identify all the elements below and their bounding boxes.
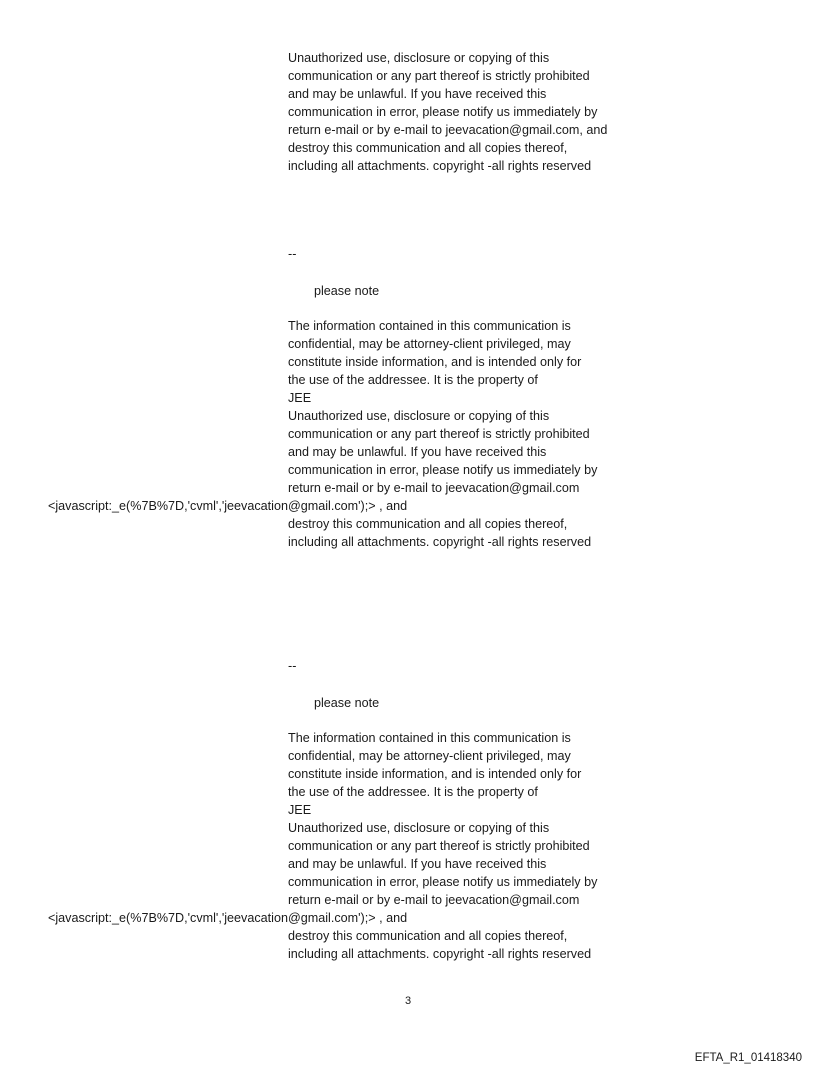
text-line: JEE	[288, 803, 312, 817]
text-line: Unauthorized use, disclosure or copying of this	[288, 821, 550, 835]
separator: --	[288, 247, 297, 261]
text-line: constitute inside information, and is intended only for	[288, 355, 582, 369]
separator: --	[288, 659, 297, 673]
javascript-link-line: <javascript:_e(%7B%7D,'cvml','jeevacation@gmail.com');> , and	[48, 911, 408, 925]
text-line: communication or any part thereof is strictly prohibited	[288, 839, 590, 853]
text-line: confidential, may be attorney-client privileged, may	[288, 749, 571, 763]
text-line: communication or any part thereof is strictly prohibited	[288, 427, 590, 441]
note-heading: please note	[314, 696, 380, 710]
text-line: and may be unlawful. If you have received this	[288, 857, 547, 871]
text-line: Unauthorized use, disclosure or copying of this	[288, 409, 550, 423]
text-line: return e-mail or by e-mail to jeevacation@gmail.com	[288, 481, 580, 495]
text-line: Unauthorized use, disclosure or copying of this	[288, 51, 550, 65]
text-line: communication in error, please notify us immediately by	[288, 875, 598, 889]
note-heading: please note	[314, 284, 380, 298]
text-line: destroy this communication and all copies thereof,	[288, 929, 568, 943]
text-line: and may be unlawful. If you have received this	[288, 87, 547, 101]
javascript-link-line: <javascript:_e(%7B%7D,'cvml','jeevacation@gmail.com');> , and	[48, 499, 408, 513]
text-line: including all attachments. copyright -all rights reserved	[288, 535, 592, 549]
text-line: JEE	[288, 391, 312, 405]
text-line: and may be unlawful. If you have received this	[288, 445, 547, 459]
text-line: communication in error, please notify us immediately by	[288, 463, 598, 477]
text-line: the use of the addressee. It is the property of	[288, 785, 538, 799]
text-line: including all attachments. copyright -all rights reserved	[288, 159, 592, 173]
text-line: including all attachments. copyright -all rights reserved	[288, 947, 592, 961]
text-line: return e-mail or by e-mail to jeevacation@gmail.com	[288, 893, 580, 907]
bates-number: EFTA_R1_01418340	[694, 1052, 802, 1064]
page-number: 3	[404, 995, 412, 1007]
text-line: communication in error, please notify us immediately by	[288, 105, 598, 119]
text-line: The information contained in this communication is	[288, 319, 571, 333]
text-line: communication or any part thereof is strictly prohibited	[288, 69, 590, 83]
text-line: The information contained in this communication is	[288, 731, 571, 745]
text-line: destroy this communication and all copies thereof,	[288, 141, 568, 155]
text-line: the use of the addressee. It is the property of	[288, 373, 538, 387]
text-line: confidential, may be attorney-client privileged, may	[288, 337, 571, 351]
text-line: constitute inside information, and is intended only for	[288, 767, 582, 781]
text-line: destroy this communication and all copies thereof,	[288, 517, 568, 531]
text-line: return e-mail or by e-mail to jeevacation@gmail.com, and	[288, 123, 608, 137]
